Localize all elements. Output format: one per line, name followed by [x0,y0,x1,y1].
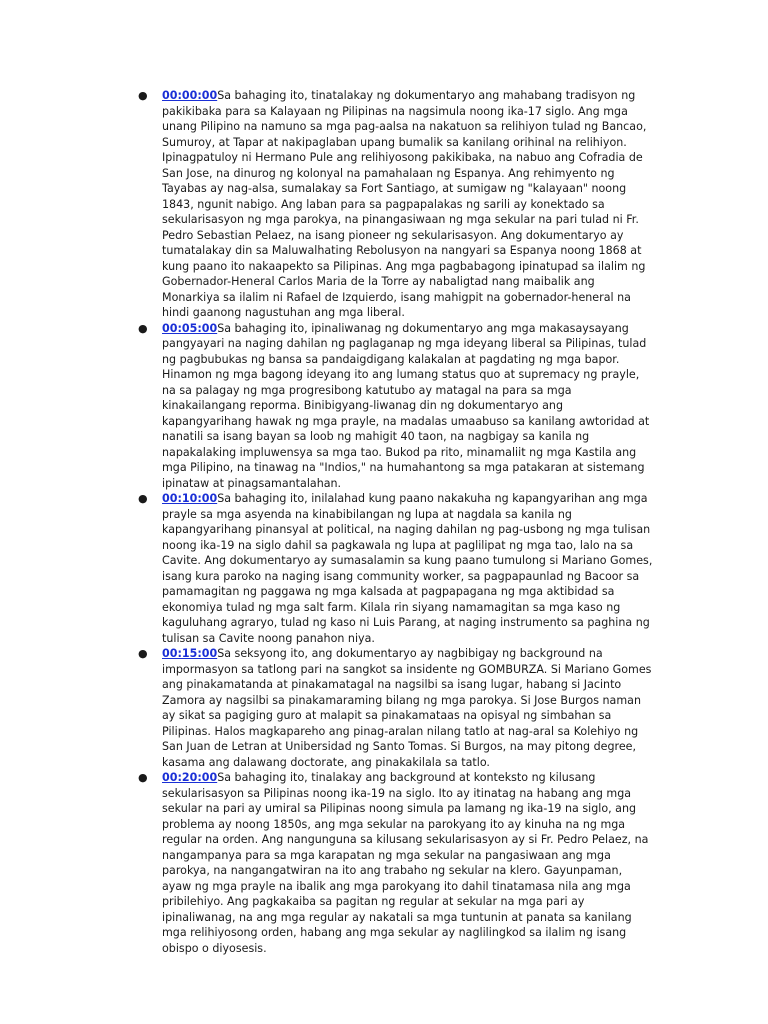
timestamp-link[interactable]: 00:10:00 [162,492,218,505]
list-item [138,646,653,770]
list-item [138,321,653,492]
bullet-icon: ● [138,89,148,102]
timestamp-summary-list [138,88,653,956]
entry-text: Sa seksyong ito, ang dokumentaryo ay nagbibigay ng background na impormasyon sa tatlong pari na sangkot sa insidente ng GOMBURZA. Si Mariano Gomes ang pinakamatanda at pinakamatagal na nagsilbi sa isang lugar, habang si Jacinto Zamora ay nagsilbi sa pinakamaraming bilang ng mga parokya. Si Jose Burgos naman ay sikat sa pagiging guro at malapit sa pinakamataas na opisyal ng simbahan sa Pilipinas. Halos magkapareho ang pinag-aralan nilang tatlo at nag-aral sa Kolehiyo ng San Juan de Letran at Unibersidad ng Santo Tomas. Si Burgos, na may pitong degree, kasama ang dalawang doctorate, ang pinakakilala sa tatlo. [162,647,652,769]
bullet-icon: ● [138,771,148,784]
list-item [138,491,653,646]
list-item [138,88,653,321]
timestamp-link[interactable]: 00:00:00 [162,89,218,102]
list-item [138,770,653,956]
entry-text: Sa bahaging ito, ipinaliwanag ng dokumentaryo ang mga makasaysayang pangyayari na naging dahilan ng paglaganap ng mga ideyang liberal sa Pilipinas, tulad ng pagbubukas ng bansa sa pandaigdigang kalakalan at pagdating ng mga bapor. Hinamon ng mga bagong ideyang ito ang lumang status quo at supremacy ng prayle, na sa palagay ng mga progresibong katutubo ay matagal na para sa mga kinakailangang reporma. Binibigyang-liwanag din ng dokumentaryo ang kapangyarihang hawak ng mga prayle, na madalas umaabuso sa kanilang awtoridad at nanatili sa isang bayan sa loob ng mahigit 40 taon, na nagbigay sa kanila ng napakalaking impluwensya sa mga tao. Bukod pa rito, minamaliit ng mga Kastila ang mga Pilipino, na tinawag na "Indios," na humahantong sa mga patakaran at sistemang ipinataw at pinagsamantalahan. [162,321,650,490]
timestamp-link[interactable]: 00:20:00 [162,771,218,784]
bullet-icon: ● [138,647,148,660]
entry-text: Sa bahaging ito, tinalakay ang background at konteksto ng kilusang sekularisasyon sa Pilipinas noong ika-19 na siglo. Ito ay itinatag na habang ang mga sekular na pari ay umiral sa Pilipinas noong simula pa lamang ng ika-19 na siglo, ang problema ay noong 1850s, ang mga sekular na parokyang ito ay kinuha na ng mga regular na orden. Ang nangunguna sa kilusang sekularisasyon ay si Fr. Pedro Pelaez, na nangampanya para sa mga karapatan ng mga sekular na pangasiwaan ang mga parokya, na nangangatwiran na ito ang trabaho ng sekular na klero. Gayunpaman, ayaw ng mga prayle na ibalik ang mga parokyang ito dahil tinatamasa nila ang mga pribilehiyo. Ang pagkakaiba sa pagitan ng regular at sekular na mga pari ay ipinaliwanag, na ang mga regular ay nakatali sa mga tuntunin at panata sa kanilang mga relihiyosong orden, habang ang mga sekular ay naglilingkod sa ilalim ng isang obispo o diyosesis. [162,771,649,955]
bullet-icon: ● [138,492,148,505]
entry-text: Sa bahaging ito, inilalahad kung paano nakakuha ng kapangyarihan ang mga prayle sa mga asyenda na kinabibilangan ng lupa at nagdala sa kanila ng kapangyarihang pinansyal at political, na naging dahilan ng pag-usbong ng mga tulisan noong ika-19 na siglo dahil sa pagkawala ng lupa at paglilipat ng mga tao, lalo na sa Cavite. Ang dokumentaryo ay sumasalamin sa kung paano tumulong si Mariano Gomes, isang kura paroko na naging isang community worker, sa pagpapaunlad ng Bacoor sa pamamagitan ng paggawa ng mga kalsada at pagpapagana ng mga aktibidad sa ekonomiya tulad ng mga salt farm. Kilala rin siyang namamagitan sa mga kaso ng kaguluhang agraryo, tulad ng kaso ni Luis Parang, at naging instrumento sa paghina ng tulisan sa Cavite noong panahon niya. [162,492,653,645]
timestamp-link[interactable]: 00:15:00 [162,647,218,660]
timestamp-link[interactable]: 00:05:00 [162,321,218,335]
entry-text: Sa bahaging ito, tinatalakay ng dokumentaryo ang mahabang tradisyon ng pakikibaka para sa Kalayaan ng Pilipinas na nagsimula noong ika-17 siglo. Ang mga unang Pilipino na namuno sa mga pag-aalsa na nakatuon sa relihiyon tulad ng Bancao, Sumuroy, at Tapar at nakipaglaban upang bumalik sa kanilang orihinal na relihiyon. Ipinagpatuloy ni Hermano Pule ang relihiyosong pakikibaka, na nabuo ang Cofradia de San Jose, na dinurog ng kolonyal na pamahalaan ng Espanya. Ang rehimyento ng Tayabas ay nag-alsa, sumalakay sa Fort Santiago, at sumigaw ng "kalayaan" noong 1843, ngunit nabigo. Ang laban para sa pagpapalakas ng sarili ay konektado sa sekularisasyon ng mga parokya, na pinangasiwaan ng mga sekular na pari tulad ni Fr. Pedro Sebastian Pelaez, na isang pioneer ng sekularisasyon. Ang dokumentaryo ay tumatalakay din sa Maluwalhating Rebolusyon na nangyari sa Espanya noong 1868 at kung paano ito nakaapekto sa Pilipinas. Ang mga pagbabagong ipinatupad sa ilalim ng Gobernador-Heneral Carlos Maria de la Torre ay nabaligtad nang maibalik ang Monarkiya sa ilalim ni Rafael de Izquierdo, isang mahigpit na gobernador-heneral na hindi gaanong nagustuhan ang mga liberal. [162,89,647,319]
bullet-icon: ● [138,321,148,335]
